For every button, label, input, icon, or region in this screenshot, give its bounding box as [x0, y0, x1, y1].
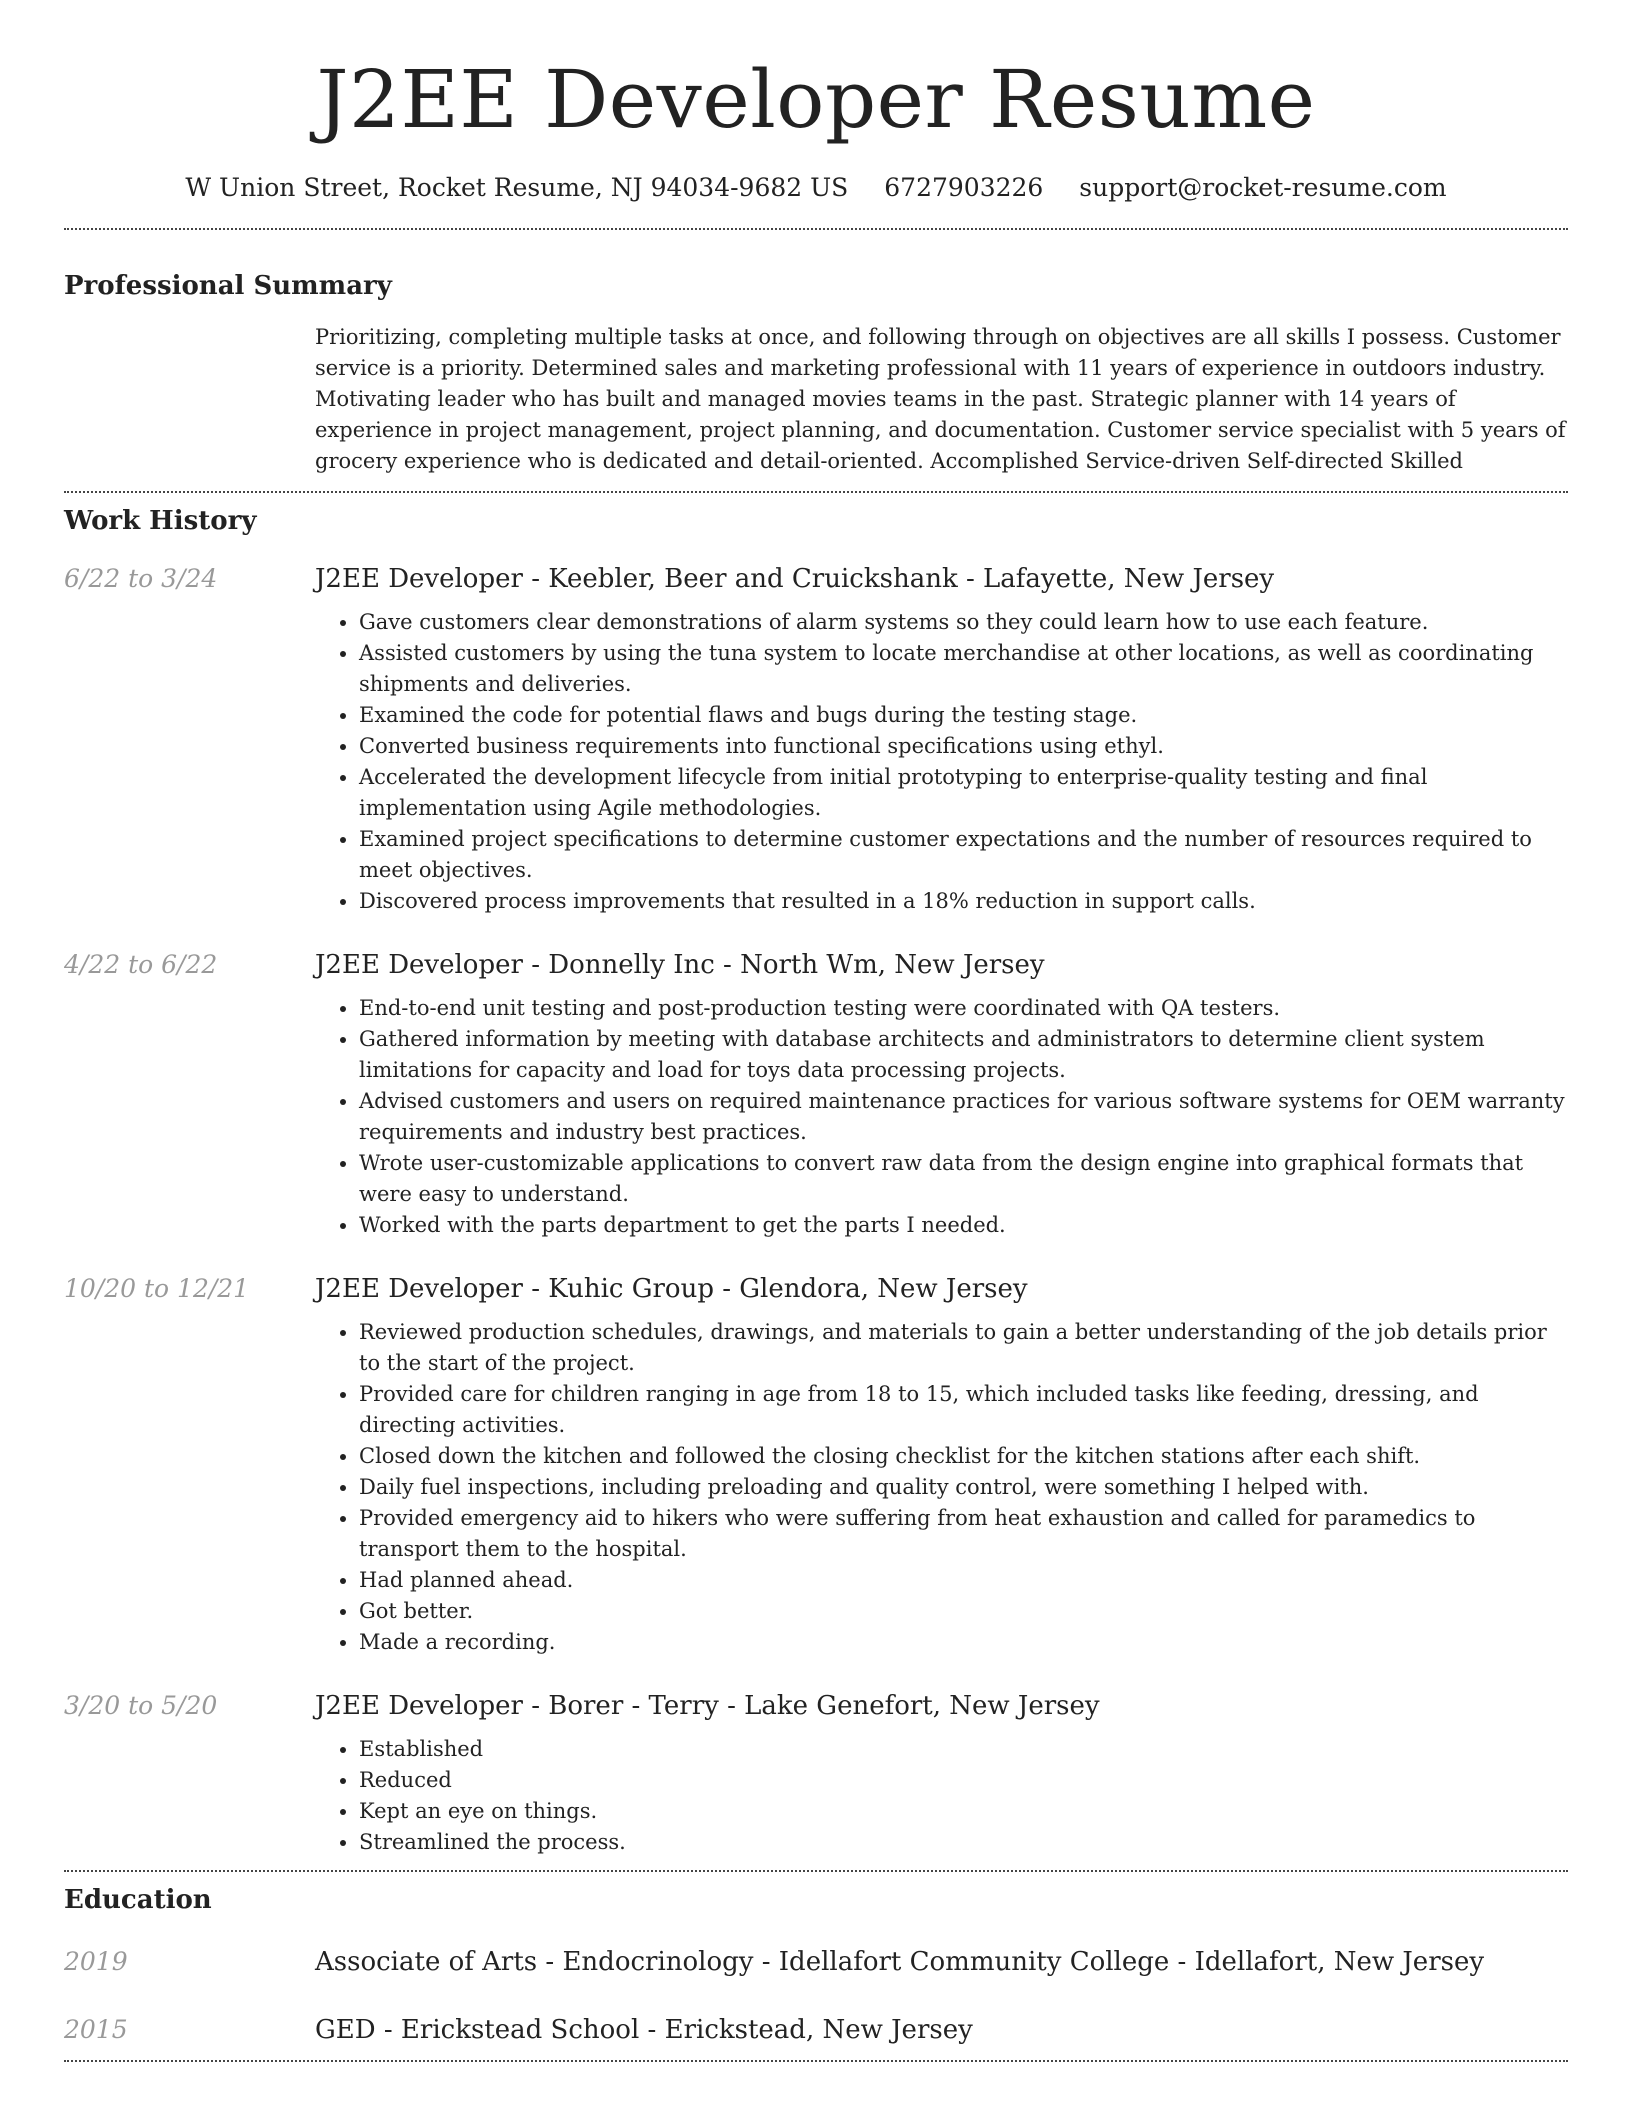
list-item: • Daily fuel inspections, including preloading and quality control, were something I helped with.	[359, 1472, 1568, 1503]
contact-line	[64, 170, 1568, 206]
education-detail: Associate of Arts - Endocrinology - Idellafort Community College - Idellafort, New Jersey	[315, 1947, 1485, 1977]
list-item: • Had planned ahead.	[359, 1565, 1568, 1596]
list-item: • Worked with the parts department to get the parts I needed.	[359, 1210, 1568, 1241]
job-title: J2EE Developer - Borer - Terry - Lake Genefort, New Jersey	[315, 1691, 1100, 1721]
education-section	[64, 1882, 1568, 2048]
job-body	[315, 561, 1568, 917]
job-dates: 10/20 to 12/21	[64, 1274, 250, 1303]
list-item: • Reduced	[359, 1765, 1568, 1796]
contact-email: support@rocket-resume.com	[1079, 173, 1447, 202]
education-entry	[64, 1944, 1568, 1980]
list-item: • Provided care for children ranging in age from 18 to 15, which included tasks like feeding, dressing, and directing activities.	[359, 1379, 1568, 1441]
job-entry	[64, 1271, 1568, 1658]
list-item: • Wrote user-customizable applications to convert raw data from the design engine into graphical formats that were easy to understand.	[359, 1148, 1568, 1210]
education-detail: GED - Erickstead School - Erickstead, New Jersey	[315, 2015, 973, 2045]
list-item: • Established	[359, 1734, 1568, 1765]
list-item: • Streamlined the process.	[359, 1827, 1568, 1858]
job-dates: 6/22 to 3/24	[64, 564, 218, 593]
job-title: J2EE Developer - Keebler, Beer and Cruickshank - Lafayette, New Jersey	[315, 564, 1275, 594]
work-history-section	[64, 503, 1568, 1858]
job-entry	[64, 947, 1568, 1241]
education-year: 2019	[64, 1947, 128, 1976]
job-dates: 4/22 to 6/22	[64, 950, 218, 979]
list-item: • Examined project specifications to determine customer expectations and the number of resources required to meet objectives.	[359, 824, 1568, 886]
job-body	[315, 1688, 1568, 1858]
job-body	[315, 947, 1568, 1241]
job-title: J2EE Developer - Donnelly Inc - North Wm, New Jersey	[315, 950, 1045, 980]
job-bullets	[315, 1317, 1568, 1658]
summary-section	[64, 268, 1568, 477]
contact-phone: 6727903226	[884, 173, 1044, 202]
list-item: • Gathered information by meeting with database architects and administrators to determine client system limitations for capacity and load for toys data processing projects.	[359, 1024, 1568, 1086]
list-item: • Discovered process improvements that resulted in a 18% reduction in support calls.	[359, 886, 1568, 917]
list-item: • Provided emergency aid to hikers who were suffering from heat exhaustion and called for paramedics to transport them to the hospital.	[359, 1503, 1568, 1565]
work-history-heading: Work History	[64, 506, 257, 536]
summary-text: Prioritizing, completing multiple tasks at once, and following through on objectives are all skills I possess. Customer service is a priority. Determined sales and marketing professional with 11 years of experience in outdoors industry. Motivating leader who has built and managed movies teams in the past. Strategic planner with 14 years of experience in project management, project planning, and documentation. Customer service specialist with 5 years of grocery experience who is dedicated and detail-oriented. Accomplished Service-driven Self-directed Skilled	[315, 325, 1566, 473]
list-item: • Kept an eye on things.	[359, 1796, 1568, 1827]
resume-title: J2EE Developer Resume	[316, 53, 1316, 146]
contact-address: W Union Street, Rocket Resume, NJ 94034-9682 US	[185, 173, 849, 202]
job-bullets	[315, 993, 1568, 1241]
resume-page	[64, 0, 1568, 2062]
job-entry	[64, 1688, 1568, 1858]
job-bullets	[315, 1734, 1568, 1858]
list-item: • Reviewed production schedules, drawings, and materials to gain a better understanding of the job details prior to the start of the project.	[359, 1317, 1568, 1379]
divider	[64, 1870, 1568, 1872]
divider	[64, 491, 1568, 493]
list-item: • Closed down the kitchen and followed the closing checklist for the kitchen stations after each shift.	[359, 1441, 1568, 1472]
education-year: 2015	[64, 2015, 128, 2044]
divider	[64, 2060, 1568, 2062]
list-item: • Assisted customers by using the tuna system to locate merchandise at other locations, as well as coordinating shipments and deliveries.	[359, 638, 1568, 700]
list-item: • Made a recording.	[359, 1627, 1568, 1658]
job-bullets	[315, 607, 1568, 917]
list-item: • Converted business requirements into functional specifications using ethyl.	[359, 731, 1568, 762]
list-item: • Accelerated the development lifecycle from initial prototyping to enterprise-quality testing and final implementation using Agile methodologies.	[359, 762, 1568, 824]
list-item: • Examined the code for potential flaws and bugs during the testing stage.	[359, 700, 1568, 731]
job-title: J2EE Developer - Kuhic Group - Glendora, New Jersey	[315, 1274, 1028, 1304]
divider	[64, 228, 1568, 230]
list-item: • Advised customers and users on required maintenance practices for various software systems for OEM warranty requirements and industry best practices.	[359, 1086, 1568, 1148]
job-dates: 3/20 to 5/20	[64, 1691, 218, 1720]
education-heading: Education	[64, 1885, 212, 1915]
summary-heading: Professional Summary	[64, 271, 392, 301]
job-body	[315, 1271, 1568, 1658]
education-entry	[64, 2012, 1568, 2048]
list-item: • End-to-end unit testing and post-production testing were coordinated with QA testers.	[359, 993, 1568, 1024]
job-entry	[64, 561, 1568, 917]
list-item: • Gave customers clear demonstrations of alarm systems so they could learn how to use each feature.	[359, 607, 1568, 638]
list-item: • Got better.	[359, 1596, 1568, 1627]
